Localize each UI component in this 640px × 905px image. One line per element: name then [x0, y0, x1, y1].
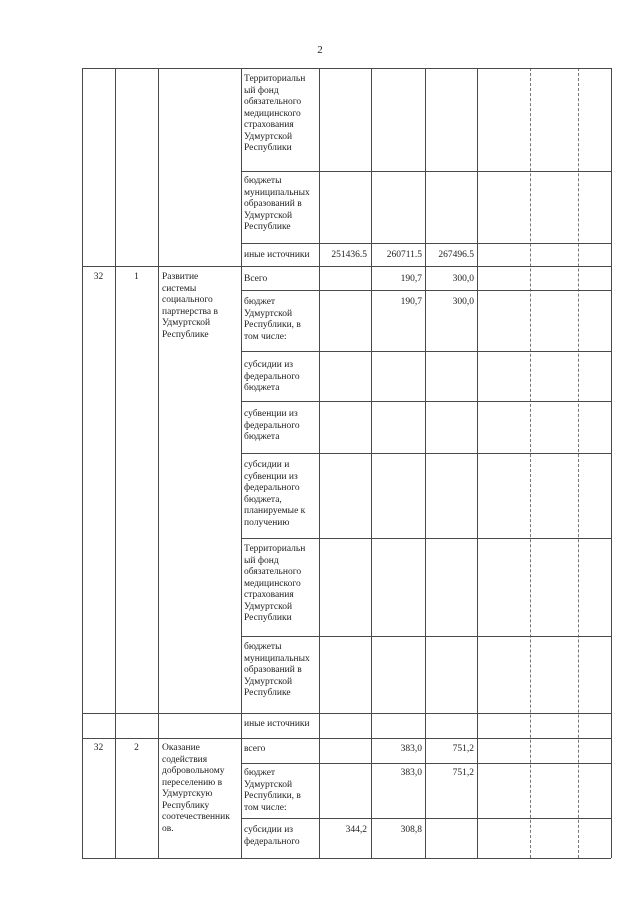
grid-line [241, 290, 611, 291]
source-cell: Территориальн ый фонд обязательного медицинского страхования Удмуртской Республики [244, 544, 306, 623]
source-cell: бюджет Удмуртской Республики, в том числе: [244, 768, 301, 813]
page-number: 2 [317, 44, 323, 56]
value-cell: 751,2 [452, 768, 474, 778]
value-cell: 300,0 [452, 274, 474, 284]
grid-line [241, 243, 611, 244]
source-cell: иные источники [244, 719, 310, 729]
grid-line [241, 68, 242, 858]
budget-table [82, 68, 611, 858]
row-number: 32 [93, 272, 104, 282]
grid-line [578, 68, 579, 858]
grid-line [82, 266, 611, 267]
value-cell: 190,7 [400, 274, 422, 284]
value-cell: 308,8 [400, 825, 422, 835]
grid-line [241, 453, 611, 454]
grid-line [241, 763, 611, 764]
grid-line [241, 636, 611, 637]
source-cell: Всего [244, 274, 268, 284]
source-cell: бюджеты муниципальных образований в Удмуртской Республике [244, 642, 310, 698]
value-cell: 190,7 [400, 297, 422, 307]
value-cell: 344,2 [345, 825, 367, 835]
source-cell: субсидии из федерального [244, 825, 300, 847]
grid-line [158, 68, 159, 858]
value-cell: 383,0 [400, 768, 422, 778]
grid-line [241, 818, 611, 819]
source-cell: всего [244, 744, 266, 754]
grid-line [82, 858, 611, 859]
grid-line [611, 68, 612, 858]
source-cell: иные источники [244, 250, 310, 260]
grid-line [425, 68, 426, 858]
grid-line [82, 738, 611, 739]
row-subnumber: 1 [134, 272, 139, 282]
source-cell: субсидии и субвенции из федерального бюджета, планируемые к получению [244, 460, 306, 528]
measure-name: Развитие системы социального партнерства в Удмуртской Республике [162, 272, 218, 340]
grid-line [82, 713, 611, 714]
value-cell: 383,0 [400, 744, 422, 754]
source-cell: бюджет Удмуртской Республики, в том числе: [244, 297, 301, 342]
grid-line [371, 68, 372, 858]
row-number: 32 [93, 743, 104, 753]
source-cell: бюджеты муниципальных образований в Удмуртской Республике [244, 176, 310, 232]
grid-line [241, 171, 611, 172]
grid-line [241, 401, 611, 402]
grid-line [530, 68, 531, 858]
row-subnumber: 2 [134, 743, 139, 753]
source-cell: Территориальн ый фонд обязательного медицинского страхования Удмуртской Республики [244, 74, 306, 153]
value-cell: 260711.5 [386, 250, 422, 260]
value-cell: 751,2 [452, 744, 474, 754]
grid-line [82, 68, 611, 69]
grid-line [82, 68, 83, 858]
source-cell: субсидии из федерального бюджета [244, 360, 300, 393]
value-cell: 300,0 [452, 297, 474, 307]
grid-line [241, 538, 611, 539]
value-cell: 251436.5 [331, 250, 367, 260]
grid-line [115, 68, 116, 858]
grid-line [477, 68, 478, 858]
value-cell: 267496.5 [438, 250, 474, 260]
grid-line [241, 351, 611, 352]
source-cell: субвенции из федерального бюджета [244, 409, 300, 442]
grid-line [319, 68, 320, 858]
measure-name: Оказание содействия добровольному переселению в Удмуртскую Республику соотечественник ов. [162, 743, 230, 834]
